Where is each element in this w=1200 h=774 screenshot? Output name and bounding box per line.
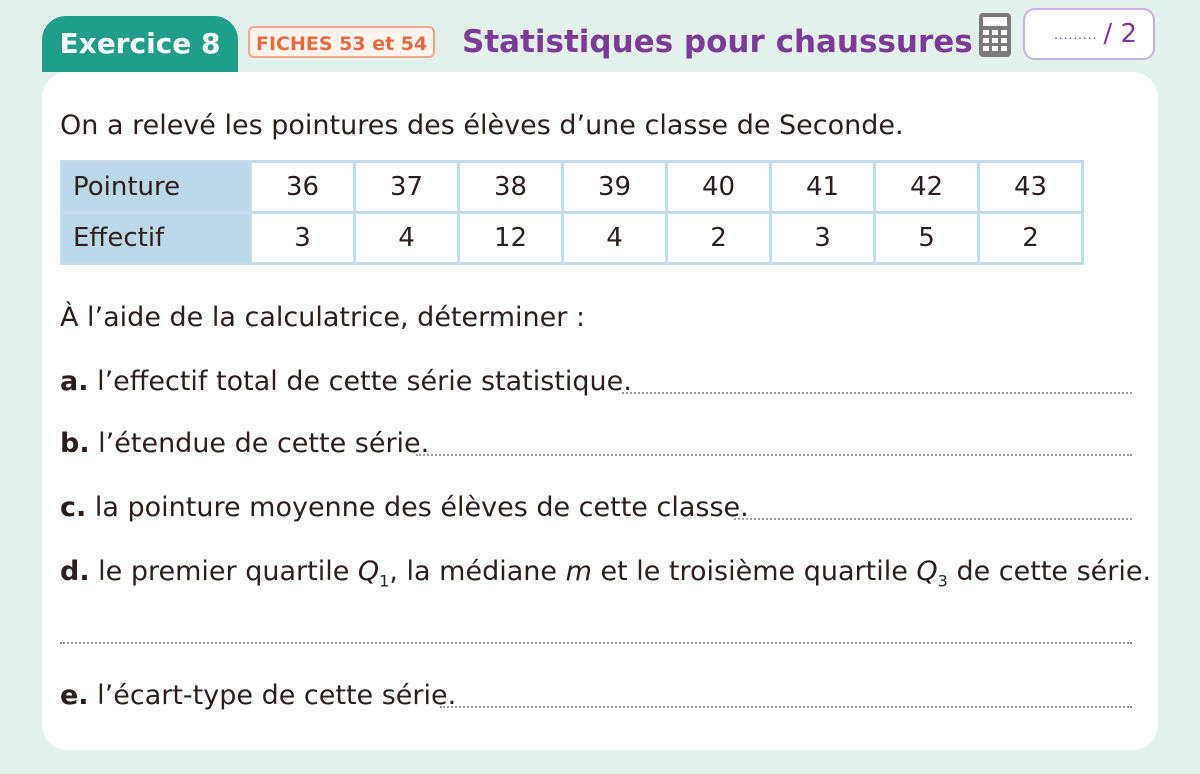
table-cell: 2: [979, 213, 1083, 264]
table-cell: 3: [771, 213, 875, 264]
question-c: [60, 490, 749, 526]
exercise-title: Statistiques pour chaussures: [462, 24, 973, 60]
answer-line-d[interactable]: [60, 642, 1132, 644]
table-cell: 4: [355, 213, 459, 264]
score-blank: .........: [1054, 27, 1098, 42]
question-letter: b.: [60, 428, 90, 459]
question-letter: a.: [60, 366, 89, 397]
question-letter: c.: [60, 492, 87, 523]
table-cell: 42: [875, 162, 979, 213]
question-d: [60, 554, 1151, 599]
question-text: la pointure moyenne des élèves de cette classe.: [86, 492, 749, 523]
question-e: [60, 678, 456, 714]
table-cell: 4: [563, 213, 667, 264]
table-cell: 36: [251, 162, 355, 213]
row-label-pointure: Pointure: [62, 162, 251, 213]
table-cell: 37: [355, 162, 459, 213]
score-total: / 2: [1103, 19, 1137, 49]
table-cell: 3: [251, 213, 355, 264]
calculator-icon: [978, 12, 1012, 58]
answer-line-e[interactable]: [440, 706, 1132, 708]
table-row-pointure: [62, 162, 1083, 213]
answer-line-b[interactable]: [416, 454, 1132, 456]
score-box[interactable]: [1023, 8, 1155, 60]
table-cell: 41: [771, 162, 875, 213]
answer-line-c[interactable]: [734, 518, 1132, 520]
question-text: l’effectif total de cette série statistique.: [88, 366, 632, 397]
instruction-text: À l’aide de la calculatrice, déterminer :: [60, 302, 586, 333]
exercise-badge: Exercice 8: [42, 16, 238, 72]
table-cell: 43: [979, 162, 1083, 213]
question-text: l’écart-type de cette série.: [88, 680, 457, 711]
table-cell: 40: [667, 162, 771, 213]
intro-text: On a relevé les pointures des élèves d’une classe de Seconde.: [60, 110, 904, 141]
question-text: le premier quartile: [89, 556, 358, 587]
question-text: et le troisième quartile: [591, 556, 917, 587]
question-letter: d.: [60, 556, 90, 587]
shoe-size-table: [60, 160, 1084, 265]
table-cell: 38: [459, 162, 563, 213]
table-cell: 39: [563, 162, 667, 213]
fiches-reference: FICHES 53 et 54: [248, 26, 435, 58]
q1-symbol: Q: [357, 556, 380, 587]
q3-symbol: Q: [916, 556, 938, 587]
row-label-effectif: Effectif: [62, 213, 251, 264]
table-row-effectif: [62, 213, 1083, 264]
q3-subscript: 3: [937, 571, 948, 591]
question-letter: e.: [60, 680, 89, 711]
answer-line-a[interactable]: [622, 392, 1132, 394]
q1-subscript: 1: [379, 571, 390, 591]
table-cell: 5: [875, 213, 979, 264]
question-text: de cette série.: [947, 556, 1152, 587]
question-a: [60, 364, 632, 400]
question-b: [60, 426, 429, 462]
question-text: l’étendue de cette série.: [89, 428, 430, 459]
median-symbol: m: [565, 556, 592, 587]
question-text: , la médiane: [389, 556, 566, 587]
table-cell: 12: [459, 213, 563, 264]
table-cell: 2: [667, 213, 771, 264]
